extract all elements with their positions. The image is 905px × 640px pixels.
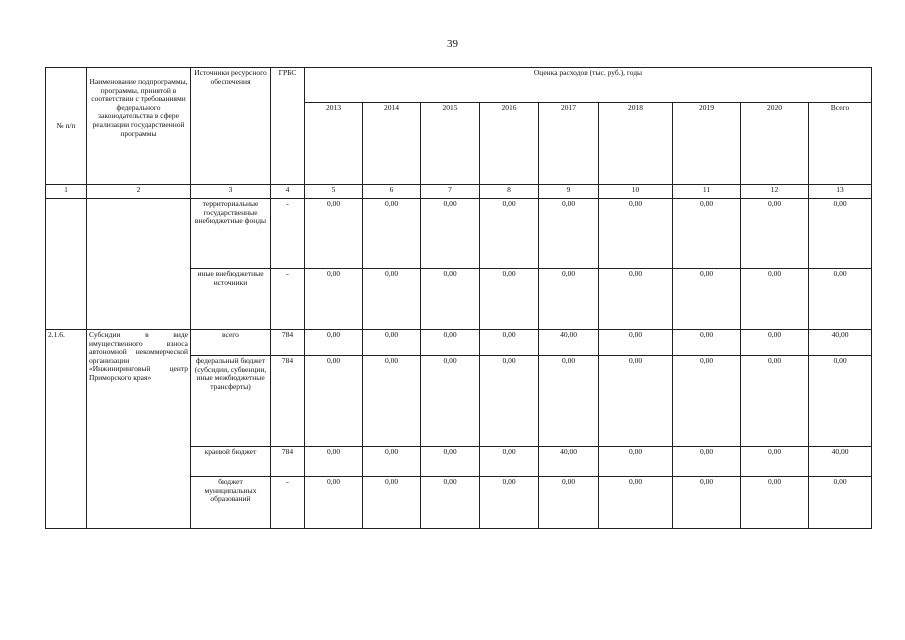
value-cell: 40,00 [809, 447, 872, 477]
source-cell: бюджет муниципальных образований [191, 477, 271, 529]
column-number: 4 [271, 185, 305, 199]
column-number: 6 [363, 185, 421, 199]
value-cell: 0,00 [363, 199, 421, 269]
header-cell-name: Наименование подпрограммы, программы, принятой в соответствии с требованиями федерального законодательства в сфере реализации государственной программы [87, 68, 191, 185]
value-cell: 0,00 [539, 477, 599, 529]
value-cell: 0,00 [305, 477, 363, 529]
column-number: 2 [87, 185, 191, 199]
column-number: 8 [480, 185, 539, 199]
header-row-top [46, 68, 872, 103]
value-cell: 0,00 [599, 447, 673, 477]
header-year-total: Всего [809, 103, 872, 185]
value-cell: 0,00 [421, 199, 480, 269]
value-cell: 0,00 [599, 269, 673, 330]
header-year: 2020 [741, 103, 809, 185]
grbs-cell: - [271, 269, 305, 330]
column-number: 5 [305, 185, 363, 199]
value-cell: 0,00 [363, 330, 421, 356]
value-cell: 0,00 [480, 447, 539, 477]
value-cell: 0,00 [305, 330, 363, 356]
header-year: 2016 [480, 103, 539, 185]
source-cell: иные внебюджетные источники [191, 269, 271, 330]
value-cell: 40,00 [539, 447, 599, 477]
column-number: 7 [421, 185, 480, 199]
value-cell: 0,00 [421, 477, 480, 529]
table-row [46, 330, 872, 356]
value-cell: 0,00 [599, 477, 673, 529]
header-year: 2018 [599, 103, 673, 185]
column-number: 1 [46, 185, 87, 199]
value-cell: 0,00 [305, 447, 363, 477]
value-cell: 40,00 [539, 330, 599, 356]
source-cell: всего [191, 330, 271, 356]
source-cell: федеральный бюджет (субсидии, субвенции, иные межбюджетные трансферты) [191, 356, 271, 447]
header-cell-estimate: Оценка расходов (тыс. руб.), годы [305, 68, 872, 103]
value-cell: 0,00 [673, 356, 741, 447]
source-cell: территориальные государственные внебюджетные фонды [191, 199, 271, 269]
header-year: 2014 [363, 103, 421, 185]
value-cell: 0,00 [363, 447, 421, 477]
value-cell: 0,00 [539, 199, 599, 269]
grbs-cell: 784 [271, 330, 305, 356]
value-cell: 0,00 [809, 199, 872, 269]
grbs-cell: 784 [271, 447, 305, 477]
value-cell: 0,00 [673, 447, 741, 477]
value-cell: 0,00 [741, 356, 809, 447]
value-cell: 0,00 [539, 269, 599, 330]
value-cell: 40,00 [809, 330, 872, 356]
value-cell: 0,00 [673, 199, 741, 269]
value-cell: 0,00 [421, 447, 480, 477]
item-name-cell: Субсидии в виде имущественного взноса автономной некоммерческой организации «Инжиниринговый центр Приморского края» [87, 330, 191, 529]
empty-cell [87, 199, 191, 330]
grbs-cell: - [271, 477, 305, 529]
column-number: 11 [673, 185, 741, 199]
header-year: 2017 [539, 103, 599, 185]
value-cell: 0,00 [809, 269, 872, 330]
column-number: 9 [539, 185, 599, 199]
column-number: 10 [599, 185, 673, 199]
header-cell-no: № п/п [46, 68, 87, 185]
value-cell: 0,00 [480, 356, 539, 447]
value-cell: 0,00 [673, 477, 741, 529]
value-cell: 0,00 [421, 330, 480, 356]
grbs-cell: 784 [271, 356, 305, 447]
value-cell: 0,00 [305, 269, 363, 330]
value-cell: 0,00 [480, 199, 539, 269]
value-cell: 0,00 [741, 269, 809, 330]
value-cell: 0,00 [305, 356, 363, 447]
column-number: 12 [741, 185, 809, 199]
budget-table [45, 67, 872, 529]
value-cell: 0,00 [599, 199, 673, 269]
value-cell: 0,00 [539, 356, 599, 447]
page-number: 39 [447, 38, 458, 50]
header-cell-source: Источники ресурсного обеспечения [191, 68, 271, 185]
header-year: 2013 [305, 103, 363, 185]
value-cell: 0,00 [421, 269, 480, 330]
value-cell: 0,00 [673, 269, 741, 330]
value-cell: 0,00 [480, 330, 539, 356]
column-number: 3 [191, 185, 271, 199]
value-cell: 0,00 [741, 477, 809, 529]
value-cell: 0,00 [363, 477, 421, 529]
value-cell: 0,00 [741, 447, 809, 477]
value-cell: 0,00 [599, 330, 673, 356]
value-cell: 0,00 [363, 269, 421, 330]
item-number-cell: 2.1.6. [46, 330, 87, 529]
table-row [46, 199, 872, 269]
value-cell: 0,00 [305, 199, 363, 269]
value-cell: 0,00 [809, 477, 872, 529]
value-cell: 0,00 [599, 356, 673, 447]
grbs-cell: - [271, 199, 305, 269]
value-cell: 0,00 [480, 269, 539, 330]
header-year: 2019 [673, 103, 741, 185]
header-cell-grbs: ГРБС [271, 68, 305, 185]
value-cell: 0,00 [421, 356, 480, 447]
value-cell: 0,00 [673, 330, 741, 356]
empty-cell [46, 199, 87, 330]
value-cell: 0,00 [809, 356, 872, 447]
column-number: 13 [809, 185, 872, 199]
value-cell: 0,00 [480, 477, 539, 529]
source-cell: краевой бюджет [191, 447, 271, 477]
header-year: 2015 [421, 103, 480, 185]
value-cell: 0,00 [741, 199, 809, 269]
value-cell: 0,00 [363, 356, 421, 447]
column-number-row [46, 185, 872, 199]
value-cell: 0,00 [741, 330, 809, 356]
